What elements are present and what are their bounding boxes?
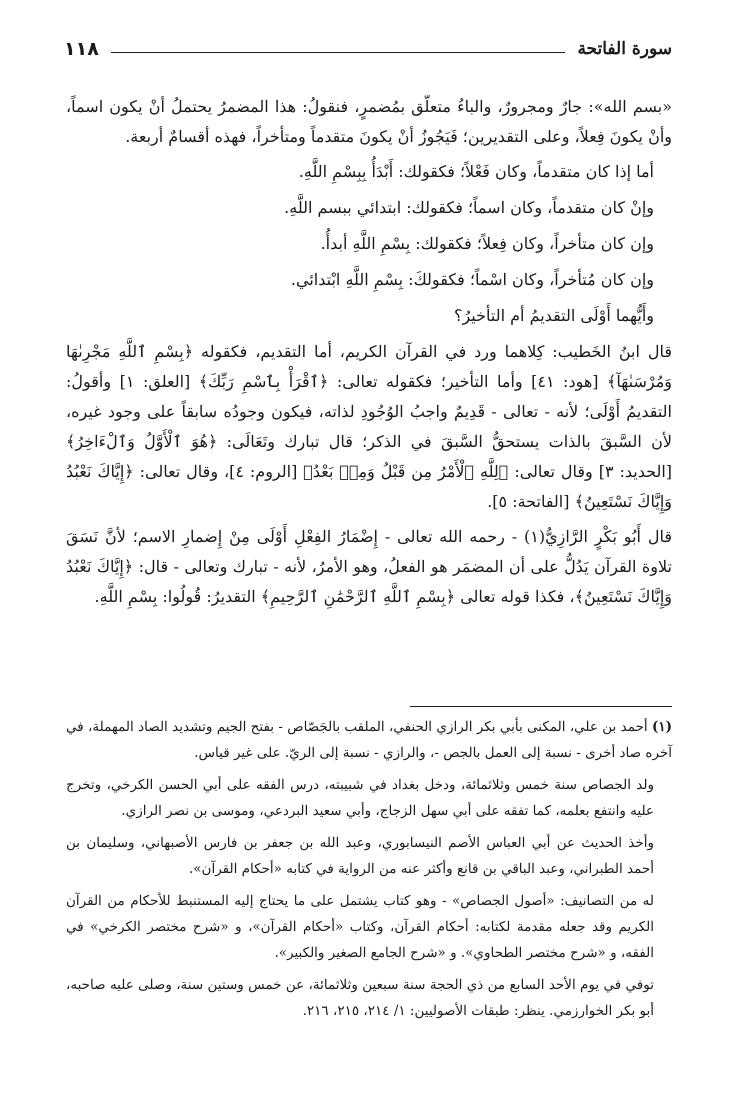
footnote-number: (١)	[651, 719, 672, 735]
footnote-separator	[410, 706, 672, 707]
question-line: وأَيُّهما أَوْلَى التقديمُ أم التأخيرُ؟	[453, 306, 654, 325]
case-line-1: أما إذا كان متقدماً، وكان فَعْلاً؛ فكقولك: أَبْدَأُ بِبِسْمِ اللَّهِ.	[298, 162, 654, 181]
footnote-1-birth: ولد الجصاص سنة خمس وثلاثمائة، ودخل بغداد في شبيبته، درس الفقه على أبي الحسن الكرخي، وتخرج عليه وانتفع بعلمه، كما تفقه على أبي سهل الزجاج، وأبي سعيد البردعي، وموسى بن نصر الرازي.	[66, 777, 654, 819]
header-rule	[111, 52, 566, 53]
footnote-1-works: له من التصانيف: «أصول الجصاص» - وهو كتاب يشتمل على ما يحتاج إليه المستنبط للأحكام من القرآن الكريم وقد جعله مقدمة لكتابه: أحكام القرآن، وكتاب «أحكام القرآن»، و «شرح مختصر الكرخي» في الفقه، و «شرح مختصر الطحاوي». و «شرح الجامع الصغير والكبير».	[66, 893, 654, 961]
page-number: ١١٨	[64, 38, 99, 60]
footnote-text: أحمد بن علي، المكنى بأبي بكر الرازي الحنفي، الملقب بالجَصّاص - بفتح الجيم وتشديد الصاد المهملة، في آخره صاد أخرى - نسبة إلى العمل بالجص -، والرازي - نسبة إلى الريّ. على غير قياس.	[66, 719, 672, 761]
case-line-4: وإن كان مُتأخراً، وكان اسْماً؛ فكقولكَ: بِسْمِ اللَّهِ ابْتدائي.	[290, 270, 654, 289]
footnote-1	[66, 714, 672, 766]
footnote-1-hadith: وأخذ الحديث عن أبي العباس الأصم النيسابوري، وعبد الله بن جعفر بن فارس الأصبهاني، وسليمان بن أحمد الطبراني، وعبد الباقي بن قانع وأكثر عنه من الرواية في كتابه «أحكام القرآن».	[66, 835, 654, 877]
footnote-1-death: توفي في يوم الأحد السابع من ذي الحجة سنة سبعين وثلاثمائة، عن خمس وستين سنة، وصلى عليه صاحبه، أبو بكر الخوارزمي. ينظر: طبقات الأصوليين: ١/ ٢١٤، ٢١٥، ٢١٦.	[66, 977, 654, 1019]
paragraph-basmala-grammar: «بسم الله»: جارٌ ومجرورٌ، والباءُ متعلّق بمُضمرٍ، فنقولُ: هذا المضمرُ يحتملُ أنْ يكون اسماً، وأنْ يكونَ فِعلاً، وعلى التقديرين؛ فَيَجُوزُ أنْ يكونَ متقدماً ومتأخراً، فهذه أقسامٌ أربعة.	[66, 97, 672, 146]
main-text	[66, 92, 672, 617]
case-line-3: وإن كان متأخراً، وكان فِعلاً؛ فكقولك: بِسْمِ اللَّهِ أبدأُ.	[320, 234, 654, 253]
footnotes	[66, 714, 672, 1030]
paragraph-al-razi: قال أَبُو بَكْرٍ الرَّازِيُّ(١) - رحمه الله تعالى - إِضْمَارُ الفِعْلِ أَوْلَى مِنْ إِضمارِ الاسم؛ لأنَّ نَسَقَ تلاوة القرآن يَدُلُّ على أن المضمَر هو الفعلُ، وهو الأمرُ، لأنه - تبارك وتعالى - قال: ﴿إِيَّاكَ نَعْبُدُ وَإِيَّاكَ نَسْتَعِينُ﴾، فكذا قوله تعالى ﴿بِسْمِ ٱللَّهِ ٱلرَّحْمَٰنِ ٱلرَّحِيمِ﴾ التقديرُ: قُولُوا: بِسْمِ اللَّهِ.	[66, 527, 672, 606]
case-line-2: وإنْ كان متقدماً، وكان اسماً؛ فكقولك: ابتدائي ببسم اللَّهِ.	[284, 198, 654, 217]
page-header	[64, 32, 672, 66]
paragraph-ibn-al-khatib: قال ابنُ الخَطيب: كِلاهما ورد في القرآن الكريم، أما التقديم، فكقوله ﴿بِسْمِ ٱللَّهِ مَجْرِىٰهَا وَمُرْسَىٰهَآ﴾ [هود: ٤١] وأما التأخير؛ فكقوله تعالى: ﴿ٱقْرَأْ بِٱسْمِ رَبِّكَ﴾ [العلق: ١] وأقولُ: التقديمُ أَوْلَى؛ لأنه - تعالى - قَدِيمٌ واجبُ الوُجُودِ لذاته، فيكون وجودُه سابقاً على وجود غيره، لأن السَّبقَ بالذات يستحقُّ السَّبقَ في الذكر؛ قال تبارك وتَعَالَى: ﴿هُوَ ٱلْأَوَّلُ وَٱلْءَاخِرُ﴾ [الحديد: ٣] وقال تعالى: ﴿لِلَّهِ ٱلْأَمْرُ مِن قَبْلُ وَمِنۢ بَعْدُ﴾ [الروم: ٤]، وقال تعالى: ﴿إِيَّاكَ نَعْبُدُ وَإِيَّاكَ نَسْتَعِينُ﴾ [الفاتحة: ٥].	[66, 342, 673, 511]
surah-title: سورة الفاتحة	[577, 39, 672, 59]
